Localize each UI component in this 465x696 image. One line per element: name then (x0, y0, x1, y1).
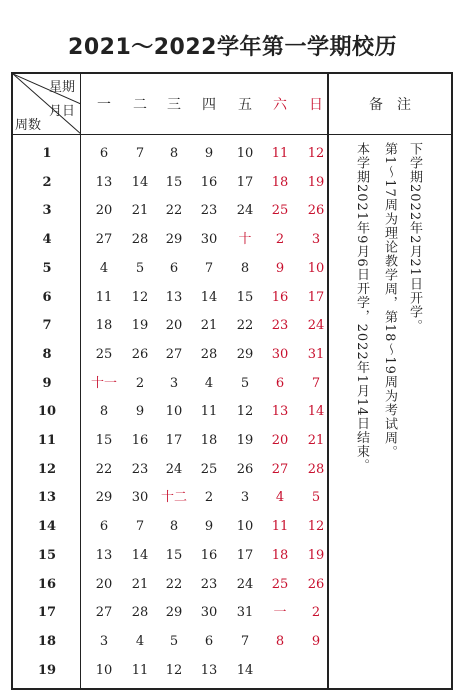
day-cell: 8 (275, 633, 285, 649)
day-cell: 22 (165, 203, 183, 219)
day-cell: 15 (95, 433, 113, 448)
day-cell: 24 (165, 461, 183, 477)
weekday-header: 六 (273, 97, 287, 113)
day-cell: 24 (307, 318, 325, 334)
day-cell: 23 (271, 318, 289, 334)
day-cell: 3 (99, 633, 109, 649)
day-cell: 16 (200, 547, 218, 563)
day-cell: 7 (240, 633, 250, 649)
day-cell: 3 (169, 375, 179, 391)
day-cell: 26 (236, 461, 254, 477)
day-cell: 13 (95, 174, 113, 190)
day-cell: 10 (236, 146, 254, 161)
week-number: 15 (37, 547, 57, 563)
day-cell: 21 (307, 433, 325, 448)
corner-weeknum-label: 周数 (15, 118, 42, 133)
day-cell: 12 (307, 519, 325, 535)
weekday-header: 四 (202, 97, 216, 113)
note-text: 本学期2021年9月6日开学，2022年1月14日结束。 (354, 142, 369, 473)
day-cell: 18 (271, 547, 289, 563)
day-cell: 22 (165, 576, 183, 592)
day-cell: 18 (271, 174, 289, 190)
day-cell: 23 (200, 576, 218, 592)
day-cell: 18 (200, 433, 218, 448)
day-cell: 5 (169, 633, 179, 649)
day-cell: 13 (165, 289, 183, 305)
corner-monthday-label: 月日 (49, 104, 76, 119)
day-cell: 19 (307, 174, 325, 190)
day-cell: 26 (131, 346, 149, 362)
day-cell: 2 (275, 232, 285, 248)
day-cell: 4 (204, 375, 214, 391)
day-cell: 24 (236, 203, 254, 219)
day-cell: 30 (200, 232, 218, 248)
note-text: 第1～17周为理论教学周，第18～19周为考试周。 (382, 142, 397, 459)
day-cell: 29 (165, 605, 183, 621)
day-cell: 21 (131, 576, 149, 592)
day-cell: 6 (99, 146, 109, 161)
day-cell: 5 (311, 490, 321, 506)
week-number: 19 (37, 662, 57, 678)
day-cell: 9 (311, 633, 321, 649)
week-number: 8 (42, 346, 52, 362)
day-cell: 9 (275, 260, 285, 276)
day-cell: 12 (165, 662, 183, 678)
day-cell: 27 (165, 346, 183, 362)
week-number: 6 (42, 289, 52, 305)
day-cell: 17 (165, 433, 183, 448)
day-cell: 30 (200, 605, 218, 621)
weekday-header: 二 (133, 97, 147, 113)
day-cell: 15 (165, 547, 183, 563)
day-cell: 21 (131, 203, 149, 219)
day-cell: 17 (236, 547, 254, 563)
day-cell: 2 (204, 490, 214, 506)
day-cell: 15 (165, 174, 183, 190)
day-cell: 2 (135, 375, 145, 391)
note-text: 下学期2022年2月21日开学。 (407, 142, 422, 333)
week-number: 7 (42, 318, 52, 334)
week-number: 18 (37, 633, 57, 649)
week-number: 17 (37, 605, 57, 621)
day-cell: 11 (95, 289, 113, 305)
day-cell: 7 (135, 519, 145, 535)
day-cell: 5 (240, 375, 250, 391)
day-cell: 20 (95, 576, 113, 592)
day-cell: 5 (135, 260, 145, 276)
day-cell: 12 (131, 289, 149, 305)
day-cell: 11 (131, 662, 149, 678)
day-cell: 2 (311, 605, 321, 621)
day-cell: 30 (271, 346, 289, 362)
day-cell: 11 (200, 404, 218, 420)
day-cell: 8 (240, 260, 250, 276)
day-cell: 31 (236, 605, 254, 621)
day-cell: 22 (236, 318, 254, 334)
week-number: 5 (42, 260, 52, 276)
day-cell: 7 (204, 260, 214, 276)
day-cell: 28 (200, 346, 218, 362)
day-cell: 29 (95, 490, 113, 506)
day-cell: 8 (169, 519, 179, 535)
day-cell: 13 (271, 404, 289, 420)
day-cell: 21 (200, 318, 218, 334)
day-cell: 8 (169, 146, 179, 161)
day-cell: 6 (275, 375, 285, 391)
day-cell: 27 (95, 232, 113, 248)
day-cell: 十一 (90, 375, 117, 391)
day-cell: 16 (271, 289, 289, 305)
week-number: 4 (42, 232, 52, 248)
day-cell: 7 (311, 375, 321, 391)
week-number: 12 (37, 461, 57, 477)
day-cell: 25 (200, 461, 218, 477)
day-cell: 17 (236, 174, 254, 190)
day-cell: 10 (307, 260, 325, 276)
corner-weekday-label: 星期 (49, 80, 76, 95)
weekday-header: 日 (309, 97, 323, 113)
day-cell: 6 (169, 260, 179, 276)
week-number: 11 (37, 433, 57, 448)
day-cell: 14 (307, 404, 325, 420)
day-cell: 19 (131, 318, 149, 334)
day-cell: 29 (165, 232, 183, 248)
calendar-title: 2021～2022学年第一学期校历 (68, 35, 397, 60)
day-cell: 28 (131, 605, 149, 621)
day-cell: 6 (204, 633, 214, 649)
day-cell: 25 (271, 576, 289, 592)
day-cell: 14 (200, 289, 218, 305)
day-cell: 十二 (160, 490, 187, 506)
day-cell: 一 (273, 605, 287, 621)
day-cell: 24 (236, 576, 254, 592)
day-cell: 9 (204, 146, 214, 161)
day-cell: 14 (236, 662, 254, 678)
day-cell: 18 (95, 318, 113, 334)
day-cell: 15 (236, 289, 254, 305)
week-number: 1 (42, 146, 52, 161)
day-cell: 9 (135, 404, 145, 420)
day-cell: 14 (131, 174, 149, 190)
day-cell: 6 (99, 519, 109, 535)
day-cell: 9 (204, 519, 214, 535)
day-cell: 7 (135, 146, 145, 161)
day-cell: 4 (99, 260, 109, 276)
weekday-header: 三 (167, 97, 181, 113)
day-cell: 3 (240, 490, 250, 506)
week-number: 10 (37, 404, 57, 420)
day-cell: 26 (307, 203, 325, 219)
day-cell: 28 (131, 232, 149, 248)
day-cell: 十 (238, 232, 252, 248)
day-cell: 19 (236, 433, 254, 448)
day-cell: 11 (271, 519, 289, 535)
day-cell: 19 (307, 547, 325, 563)
day-cell: 14 (131, 547, 149, 563)
day-cell: 3 (311, 232, 321, 248)
day-cell: 16 (200, 174, 218, 190)
week-number: 13 (37, 490, 57, 506)
day-cell: 4 (275, 490, 285, 506)
day-cell: 10 (236, 519, 254, 535)
week-number: 2 (42, 174, 52, 190)
day-cell: 10 (165, 404, 183, 420)
day-cell: 30 (131, 490, 149, 506)
day-cell: 8 (99, 404, 109, 420)
day-cell: 12 (236, 404, 254, 420)
weekday-header: 一 (97, 97, 111, 113)
day-cell: 26 (307, 576, 325, 592)
week-number: 14 (37, 519, 57, 535)
day-cell: 13 (95, 547, 113, 563)
day-cell: 29 (236, 346, 254, 362)
day-cell: 20 (165, 318, 183, 334)
day-cell: 25 (271, 203, 289, 219)
day-cell: 22 (95, 461, 113, 477)
day-cell: 10 (95, 662, 113, 678)
day-cell: 4 (135, 633, 145, 649)
day-cell: 28 (307, 461, 325, 477)
week-number: 9 (42, 375, 52, 391)
weekday-header: 五 (238, 97, 252, 113)
day-cell: 20 (95, 203, 113, 219)
day-cell: 27 (271, 461, 289, 477)
week-number: 16 (37, 576, 57, 592)
day-cell: 20 (271, 433, 289, 448)
calendar-table (11, 72, 453, 690)
week-number: 3 (42, 203, 52, 219)
day-cell: 13 (200, 662, 218, 678)
day-cell: 23 (200, 203, 218, 219)
day-cell: 25 (95, 346, 113, 362)
notes-header: 备 注 (369, 97, 411, 113)
day-cell: 17 (307, 289, 325, 305)
day-cell: 11 (271, 146, 289, 161)
day-cell: 12 (307, 146, 325, 161)
day-cell: 27 (95, 605, 113, 621)
day-cell: 23 (131, 461, 149, 477)
day-cell: 16 (131, 433, 149, 448)
day-cell: 31 (307, 346, 325, 362)
